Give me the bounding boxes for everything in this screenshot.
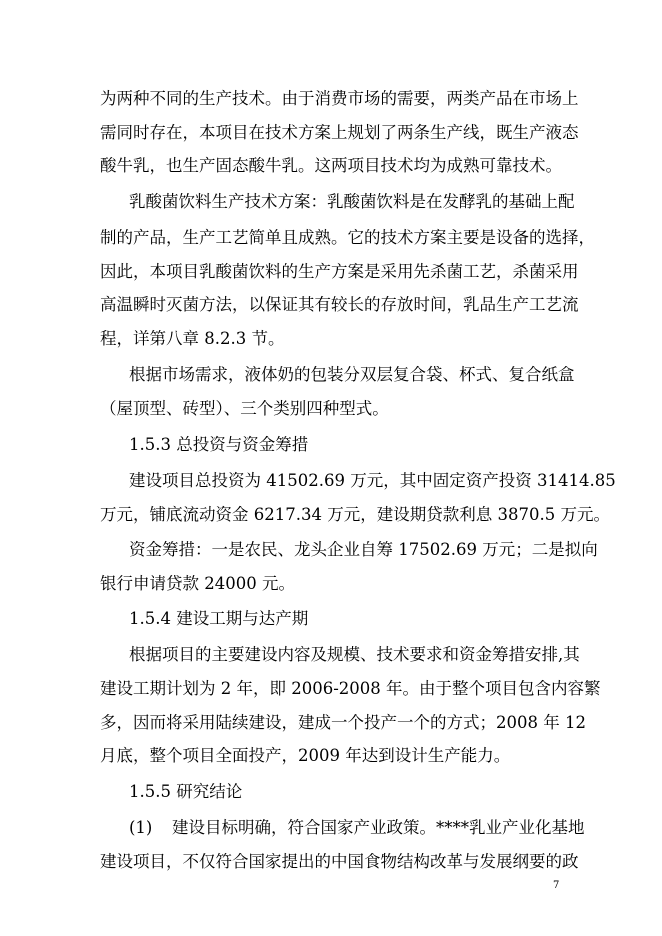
paragraph-line: 建设工期计划为 2 年，即 2006-2008 年。由于整个项目包含内容繁 xyxy=(100,679,601,698)
paragraph-line: 乳酸菌饮料生产技术方案：乳酸菌饮料是在发酵乳的基础上配 xyxy=(129,192,575,211)
paragraph-line: 资金筹措：一是农民、龙头企业自筹 17502.69 万元；二是拟向 xyxy=(129,540,598,559)
page-number: 7 xyxy=(553,880,560,891)
paragraph-line: 根据市场需求，液体奶的包装分双层复合袋、杯式、复合纸盒 xyxy=(129,365,575,384)
paragraph-line: 需同时存在，本项目在技术方案上规划了两条生产线，既生产液态 xyxy=(100,123,579,142)
paragraph-line: 银行申请贷款 24000 元。 xyxy=(100,574,295,593)
paragraph-line: 万元，铺底流动资金 6217.34 万元，建设期贷款利息 3870.5 万元。 xyxy=(100,505,610,524)
paragraph-line: （屋顶型、砖型）、三个类别四种型式。 xyxy=(100,399,389,418)
paragraph-line: 程，详第八章 8.2.3 节。 xyxy=(100,329,285,348)
section-heading-1-5-4: 1.5.4 建设工期与达产期 xyxy=(129,609,309,628)
section-heading-1-5-3: 1.5.3 总投资与资金筹措 xyxy=(129,435,309,454)
list-item-line: 建设目标明确，符合国家产业政策。****乳业产业化基地 xyxy=(172,818,585,837)
paragraph-line: 高温瞬时灭菌方法，以保证其有较长的存放时间，乳品生产工艺流 xyxy=(100,295,579,314)
paragraph-line: 月底，整个项目全面投产，2009 年达到设计生产能力。 xyxy=(100,746,511,765)
paragraph-line: 酸牛乳，也生产固态酸牛乳。这两项目技术均为成熟可靠技术。 xyxy=(100,156,562,175)
paragraph-line: 因此，本项目乳酸菌饮料的生产方案是采用先杀菌工艺，杀菌采用 xyxy=(100,262,579,281)
paragraph-line: 建设项目总投资为 41502.69 万元，其中固定资产投资 31414.85 xyxy=(129,471,616,490)
paragraph-line: 根据项目的主要建设内容及规模、技术要求和资金筹措安排,其 xyxy=(129,645,580,664)
paragraph-line: 为两种不同的生产技术。由于消费市场的需要，两类产品在市场上 xyxy=(100,89,579,108)
paragraph-line: 制的产品，生产工艺简单且成熟。它的技术方案主要是设备的选择， xyxy=(100,228,595,247)
paragraph-line: 多，因而将采用陆续建设，建成一个投产一个的方式；2008 年 12 xyxy=(100,713,586,732)
section-heading-1-5-5: 1.5.5 研究结论 xyxy=(129,782,243,801)
list-marker: (1) xyxy=(129,818,153,837)
paragraph-line: 建设项目，不仅符合国家提出的中国食物结构改革与发展纲要的政 xyxy=(100,852,579,871)
